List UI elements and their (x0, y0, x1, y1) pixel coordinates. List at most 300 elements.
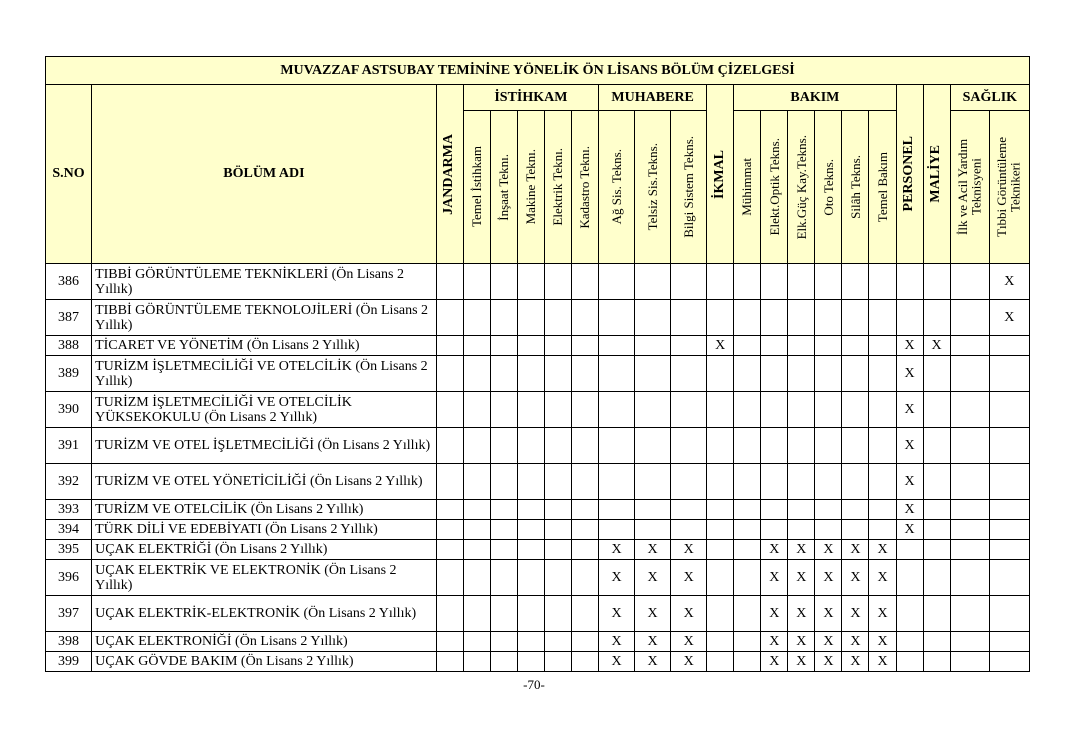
mark-cell (989, 428, 1029, 464)
mark-cell (950, 264, 989, 300)
mark-cell (571, 264, 598, 300)
mark-cell (571, 596, 598, 632)
mark-cell (463, 540, 490, 560)
table-title: MUVAZZAF ASTSUBAY TEMİNİNE YÖNELİK ÖN LİSANS BÖLÜM ÇİZELGESİ (46, 57, 1030, 85)
mark-cell (869, 264, 896, 300)
mark-x: X (599, 632, 635, 652)
mark-x: X (599, 652, 635, 672)
mark-cell (544, 464, 571, 500)
mark-cell (734, 300, 761, 336)
department-name: TIBBİ GÖRÜNTÜLEME TEKNOLOJİLERİ (Ön Lisans 2 Yıllık) (92, 300, 437, 336)
col-header-insaat: İnşaat Teknı. (490, 111, 517, 264)
table-row (46, 356, 1030, 392)
mark-x: X (989, 300, 1029, 336)
mark-cell (707, 392, 734, 428)
mark-cell (896, 300, 923, 336)
mark-cell (950, 632, 989, 652)
mark-x: X (896, 520, 923, 540)
row-number: 390 (46, 392, 92, 428)
row-number: 388 (46, 336, 92, 356)
mark-x: X (896, 464, 923, 500)
mark-cell (869, 336, 896, 356)
row-number: 391 (46, 428, 92, 464)
mark-cell (707, 264, 734, 300)
mark-cell (599, 392, 635, 428)
sno-header: S.NO (46, 85, 92, 264)
col-header-maliye: MALİYE (923, 85, 950, 264)
mark-cell (436, 596, 463, 632)
mark-cell (989, 652, 1029, 672)
mark-cell (436, 500, 463, 520)
col-header-makine: Makine Teknı. (517, 111, 544, 264)
mark-cell (463, 596, 490, 632)
mark-cell (734, 632, 761, 652)
mark-cell (869, 300, 896, 336)
mark-cell (842, 336, 869, 356)
mark-cell (896, 540, 923, 560)
mark-x: X (815, 540, 842, 560)
mark-cell (734, 596, 761, 632)
mark-cell (517, 520, 544, 540)
mark-cell (815, 336, 842, 356)
mark-cell (517, 540, 544, 560)
department-table (45, 56, 1030, 672)
mark-cell (896, 652, 923, 672)
mark-cell (869, 392, 896, 428)
mark-cell (707, 356, 734, 392)
mark-cell (842, 356, 869, 392)
mark-cell (571, 500, 598, 520)
mark-cell (815, 428, 842, 464)
department-name: TÜRK DİLİ VE EDEBİYATI (Ön Lisans 2 Yıllık) (92, 520, 437, 540)
mark-cell (671, 500, 707, 520)
mark-cell (544, 560, 571, 596)
col-header-oto: Oto Tekns. (815, 111, 842, 264)
mark-cell (734, 652, 761, 672)
mark-cell (635, 464, 671, 500)
mark-cell (734, 464, 761, 500)
mark-cell (734, 540, 761, 560)
group-header-row (46, 85, 1030, 111)
mark-cell (989, 336, 1029, 356)
mark-cell (815, 520, 842, 540)
mark-cell (490, 632, 517, 652)
mark-cell (463, 560, 490, 596)
mark-cell (788, 500, 815, 520)
mark-cell (734, 264, 761, 300)
mark-cell (635, 356, 671, 392)
mark-x: X (815, 560, 842, 596)
mark-cell (544, 520, 571, 540)
mark-cell (671, 520, 707, 540)
mark-cell (571, 560, 598, 596)
row-number: 392 (46, 464, 92, 500)
mark-cell (734, 356, 761, 392)
mark-cell (815, 264, 842, 300)
mark-cell (923, 428, 950, 464)
row-number: 396 (46, 560, 92, 596)
mark-cell (788, 428, 815, 464)
mark-cell (815, 500, 842, 520)
mark-cell (989, 632, 1029, 652)
table-row (46, 392, 1030, 428)
mark-cell (896, 264, 923, 300)
mark-cell (635, 428, 671, 464)
mark-cell (436, 520, 463, 540)
mark-cell (463, 356, 490, 392)
group-header-muhabere: MUHABERE (599, 85, 707, 111)
mark-cell (599, 264, 635, 300)
row-number: 395 (46, 540, 92, 560)
mark-cell (761, 300, 788, 336)
mark-cell (517, 652, 544, 672)
mark-cell (707, 652, 734, 672)
mark-x: X (896, 356, 923, 392)
mark-cell (571, 464, 598, 500)
mark-cell (761, 464, 788, 500)
mark-cell (671, 264, 707, 300)
title-row (46, 57, 1030, 85)
col-header-muhimmat: Mühimmat (734, 111, 761, 264)
mark-cell (517, 500, 544, 520)
mark-x: X (671, 652, 707, 672)
page-number: -70- (523, 677, 545, 692)
mark-cell (436, 336, 463, 356)
mark-cell (989, 520, 1029, 540)
mark-cell (635, 392, 671, 428)
mark-cell (671, 464, 707, 500)
row-number: 387 (46, 300, 92, 336)
mark-cell (517, 560, 544, 596)
mark-cell (989, 356, 1029, 392)
mark-cell (869, 356, 896, 392)
mark-cell (869, 428, 896, 464)
mark-cell (436, 560, 463, 596)
mark-cell (842, 300, 869, 336)
mark-cell (923, 356, 950, 392)
mark-cell (923, 464, 950, 500)
mark-cell (950, 652, 989, 672)
mark-cell (490, 264, 517, 300)
mark-cell (436, 540, 463, 560)
mark-x: X (896, 428, 923, 464)
mark-x: X (815, 596, 842, 632)
mark-cell (490, 652, 517, 672)
mark-cell (490, 520, 517, 540)
mark-cell (788, 356, 815, 392)
mark-cell (923, 560, 950, 596)
department-name: TURİZM VE OTELCİLİK (Ön Lisans 2 Yıllık) (92, 500, 437, 520)
row-number: 394 (46, 520, 92, 540)
col-header-elektrik: Elektrik Teknı. (544, 111, 571, 264)
mark-cell (707, 632, 734, 652)
row-number: 398 (46, 632, 92, 652)
mark-cell (734, 392, 761, 428)
mark-cell (950, 596, 989, 632)
table-row (46, 652, 1030, 672)
bolum-adi-header: BÖLÜM ADI (92, 85, 437, 264)
col-header-ikmal: İKMAL (707, 85, 734, 264)
mark-cell (923, 264, 950, 300)
department-name: UÇAK ELEKTRİĞİ (Ön Lisans 2 Yıllık) (92, 540, 437, 560)
mark-cell (950, 428, 989, 464)
mark-cell (788, 464, 815, 500)
mark-x: X (761, 560, 788, 596)
mark-x: X (671, 560, 707, 596)
mark-x: X (788, 596, 815, 632)
mark-cell (571, 392, 598, 428)
mark-cell (571, 336, 598, 356)
mark-cell (635, 336, 671, 356)
mark-cell (463, 464, 490, 500)
mark-cell (490, 356, 517, 392)
mark-cell (671, 428, 707, 464)
mark-cell (544, 264, 571, 300)
department-name: UÇAK ELEKTRİK VE ELEKTRONİK (Ön Lisans 2 Yıllık) (92, 560, 437, 596)
mark-cell (436, 652, 463, 672)
mark-cell (788, 264, 815, 300)
col-header-temel-bakim: Temel Bakım (869, 111, 896, 264)
mark-x: X (815, 652, 842, 672)
col-header-tibbi-goruntuleme: Tıbbi Görüntüleme Teknikeri (989, 111, 1029, 264)
mark-cell (842, 264, 869, 300)
table-row (46, 632, 1030, 652)
mark-cell (544, 428, 571, 464)
mark-cell (761, 520, 788, 540)
mark-cell (599, 300, 635, 336)
mark-cell (815, 464, 842, 500)
mark-cell (950, 540, 989, 560)
mark-cell (734, 560, 761, 596)
mark-cell (761, 264, 788, 300)
mark-cell (896, 560, 923, 596)
mark-cell (544, 540, 571, 560)
mark-x: X (842, 596, 869, 632)
mark-x: X (635, 560, 671, 596)
col-header-temel-istihkam: Temel İstihkam (463, 111, 490, 264)
mark-cell (544, 652, 571, 672)
mark-x: X (896, 500, 923, 520)
department-name: UÇAK ELEKTRİK-ELEKTRONİK (Ön Lisans 2 Yıllık) (92, 596, 437, 632)
mark-cell (761, 428, 788, 464)
table-row (46, 464, 1030, 500)
department-name: TURİZM İŞLETMECİLİĞİ VE OTELCİLİK (Ön Lisans 2 Yıllık) (92, 356, 437, 392)
mark-cell (842, 392, 869, 428)
mark-cell (761, 336, 788, 356)
mark-cell (544, 500, 571, 520)
department-name: TİCARET VE YÖNETİM (Ön Lisans 2 Yıllık) (92, 336, 437, 356)
mark-cell (544, 596, 571, 632)
col-header-bilgi-sistem: Bilgi Sistem Tekns. (671, 111, 707, 264)
mark-cell (761, 356, 788, 392)
mark-cell (707, 520, 734, 540)
mark-cell (490, 500, 517, 520)
mark-cell (788, 392, 815, 428)
mark-cell (463, 652, 490, 672)
mark-x: X (989, 264, 1029, 300)
mark-x: X (788, 632, 815, 652)
mark-x: X (869, 652, 896, 672)
row-number: 399 (46, 652, 92, 672)
table-row (46, 300, 1030, 336)
group-header-istihkam: İSTİHKAM (463, 85, 598, 111)
mark-cell (571, 540, 598, 560)
mark-cell (896, 632, 923, 652)
table-row (46, 560, 1030, 596)
mark-cell (544, 392, 571, 428)
mark-x: X (788, 560, 815, 596)
mark-cell (517, 300, 544, 336)
mark-cell (517, 336, 544, 356)
mark-x: X (761, 540, 788, 560)
mark-cell (950, 520, 989, 540)
mark-x: X (842, 632, 869, 652)
department-name: TURİZM VE OTEL İŞLETMECİLİĞİ (Ön Lisans 2 Yıllık) (92, 428, 437, 464)
department-name: UÇAK ELEKTRONİĞİ (Ön Lisans 2 Yıllık) (92, 632, 437, 652)
mark-cell (599, 336, 635, 356)
mark-cell (671, 336, 707, 356)
mark-cell (923, 632, 950, 652)
mark-x: X (707, 336, 734, 356)
mark-cell (436, 632, 463, 652)
group-header-bakim: BAKIM (734, 85, 896, 111)
mark-cell (436, 356, 463, 392)
mark-cell (707, 540, 734, 560)
mark-cell (544, 336, 571, 356)
mark-cell (788, 520, 815, 540)
mark-cell (671, 300, 707, 336)
mark-cell (707, 428, 734, 464)
mark-cell (734, 428, 761, 464)
mark-x: X (671, 540, 707, 560)
mark-cell (490, 428, 517, 464)
mark-x: X (842, 560, 869, 596)
department-name: UÇAK GÖVDE BAKIM (Ön Lisans 2 Yıllık) (92, 652, 437, 672)
mark-x: X (869, 540, 896, 560)
mark-cell (788, 300, 815, 336)
col-header-kadastro: Kadastro Teknı. (571, 111, 598, 264)
mark-x: X (761, 652, 788, 672)
mark-cell (599, 520, 635, 540)
mark-cell (599, 428, 635, 464)
mark-cell (734, 336, 761, 356)
department-name: TIBBİ GÖRÜNTÜLEME TEKNİKLERİ (Ön Lisans 2 Yıllık) (92, 264, 437, 300)
mark-x: X (671, 596, 707, 632)
mark-cell (599, 500, 635, 520)
mark-cell (707, 464, 734, 500)
mark-cell (950, 464, 989, 500)
mark-cell (571, 356, 598, 392)
mark-cell (923, 520, 950, 540)
mark-x: X (761, 596, 788, 632)
mark-cell (734, 520, 761, 540)
department-name: TURİZM İŞLETMECİLİĞİ VE OTELCİLİK YÜKSEKOKULU (Ön Lisans 2 Yıllık) (92, 392, 437, 428)
mark-cell (517, 356, 544, 392)
mark-cell (436, 464, 463, 500)
mark-cell (517, 632, 544, 652)
mark-x: X (896, 336, 923, 356)
mark-cell (707, 596, 734, 632)
mark-x: X (842, 540, 869, 560)
table-row (46, 540, 1030, 560)
mark-x: X (599, 596, 635, 632)
mark-cell (734, 500, 761, 520)
mark-cell (517, 596, 544, 632)
mark-cell (463, 392, 490, 428)
mark-cell (463, 520, 490, 540)
mark-x: X (788, 652, 815, 672)
col-header-personel: PERSONEL (896, 85, 923, 264)
mark-cell (490, 464, 517, 500)
mark-cell (707, 500, 734, 520)
mark-cell (842, 520, 869, 540)
mark-cell (490, 300, 517, 336)
mark-cell (989, 392, 1029, 428)
mark-cell (517, 392, 544, 428)
group-header-saglik: SAĞLIK (950, 85, 1029, 111)
mark-cell (815, 300, 842, 336)
mark-cell (490, 392, 517, 428)
mark-cell (544, 356, 571, 392)
mark-cell (490, 336, 517, 356)
col-header-silah: Silâh Tekns. (842, 111, 869, 264)
mark-x: X (635, 632, 671, 652)
mark-cell (869, 464, 896, 500)
mark-cell (517, 464, 544, 500)
mark-cell (635, 264, 671, 300)
col-header-telsiz-sis: Telsiz Sis.Tekns. (635, 111, 671, 264)
table-row (46, 336, 1030, 356)
table-row (46, 264, 1030, 300)
mark-x: X (842, 652, 869, 672)
mark-cell (950, 336, 989, 356)
mark-cell (599, 464, 635, 500)
mark-cell (815, 392, 842, 428)
mark-cell (571, 632, 598, 652)
mark-cell (463, 300, 490, 336)
mark-cell (923, 596, 950, 632)
mark-x: X (896, 392, 923, 428)
mark-cell (950, 392, 989, 428)
mark-cell (842, 464, 869, 500)
mark-cell (761, 392, 788, 428)
mark-x: X (671, 632, 707, 652)
mark-cell (544, 300, 571, 336)
mark-cell (869, 520, 896, 540)
mark-x: X (869, 632, 896, 652)
mark-cell (869, 500, 896, 520)
row-number: 389 (46, 356, 92, 392)
mark-x: X (635, 540, 671, 560)
mark-x: X (599, 560, 635, 596)
table-row (46, 500, 1030, 520)
mark-cell (599, 356, 635, 392)
table-row (46, 520, 1030, 540)
table-row (46, 596, 1030, 632)
mark-cell (490, 560, 517, 596)
mark-cell (923, 540, 950, 560)
mark-cell (436, 264, 463, 300)
mark-cell (463, 264, 490, 300)
mark-cell (635, 300, 671, 336)
mark-cell (436, 300, 463, 336)
mark-cell (896, 596, 923, 632)
mark-cell (989, 464, 1029, 500)
mark-x: X (635, 652, 671, 672)
mark-x: X (788, 540, 815, 560)
table-row (46, 428, 1030, 464)
mark-cell (571, 652, 598, 672)
